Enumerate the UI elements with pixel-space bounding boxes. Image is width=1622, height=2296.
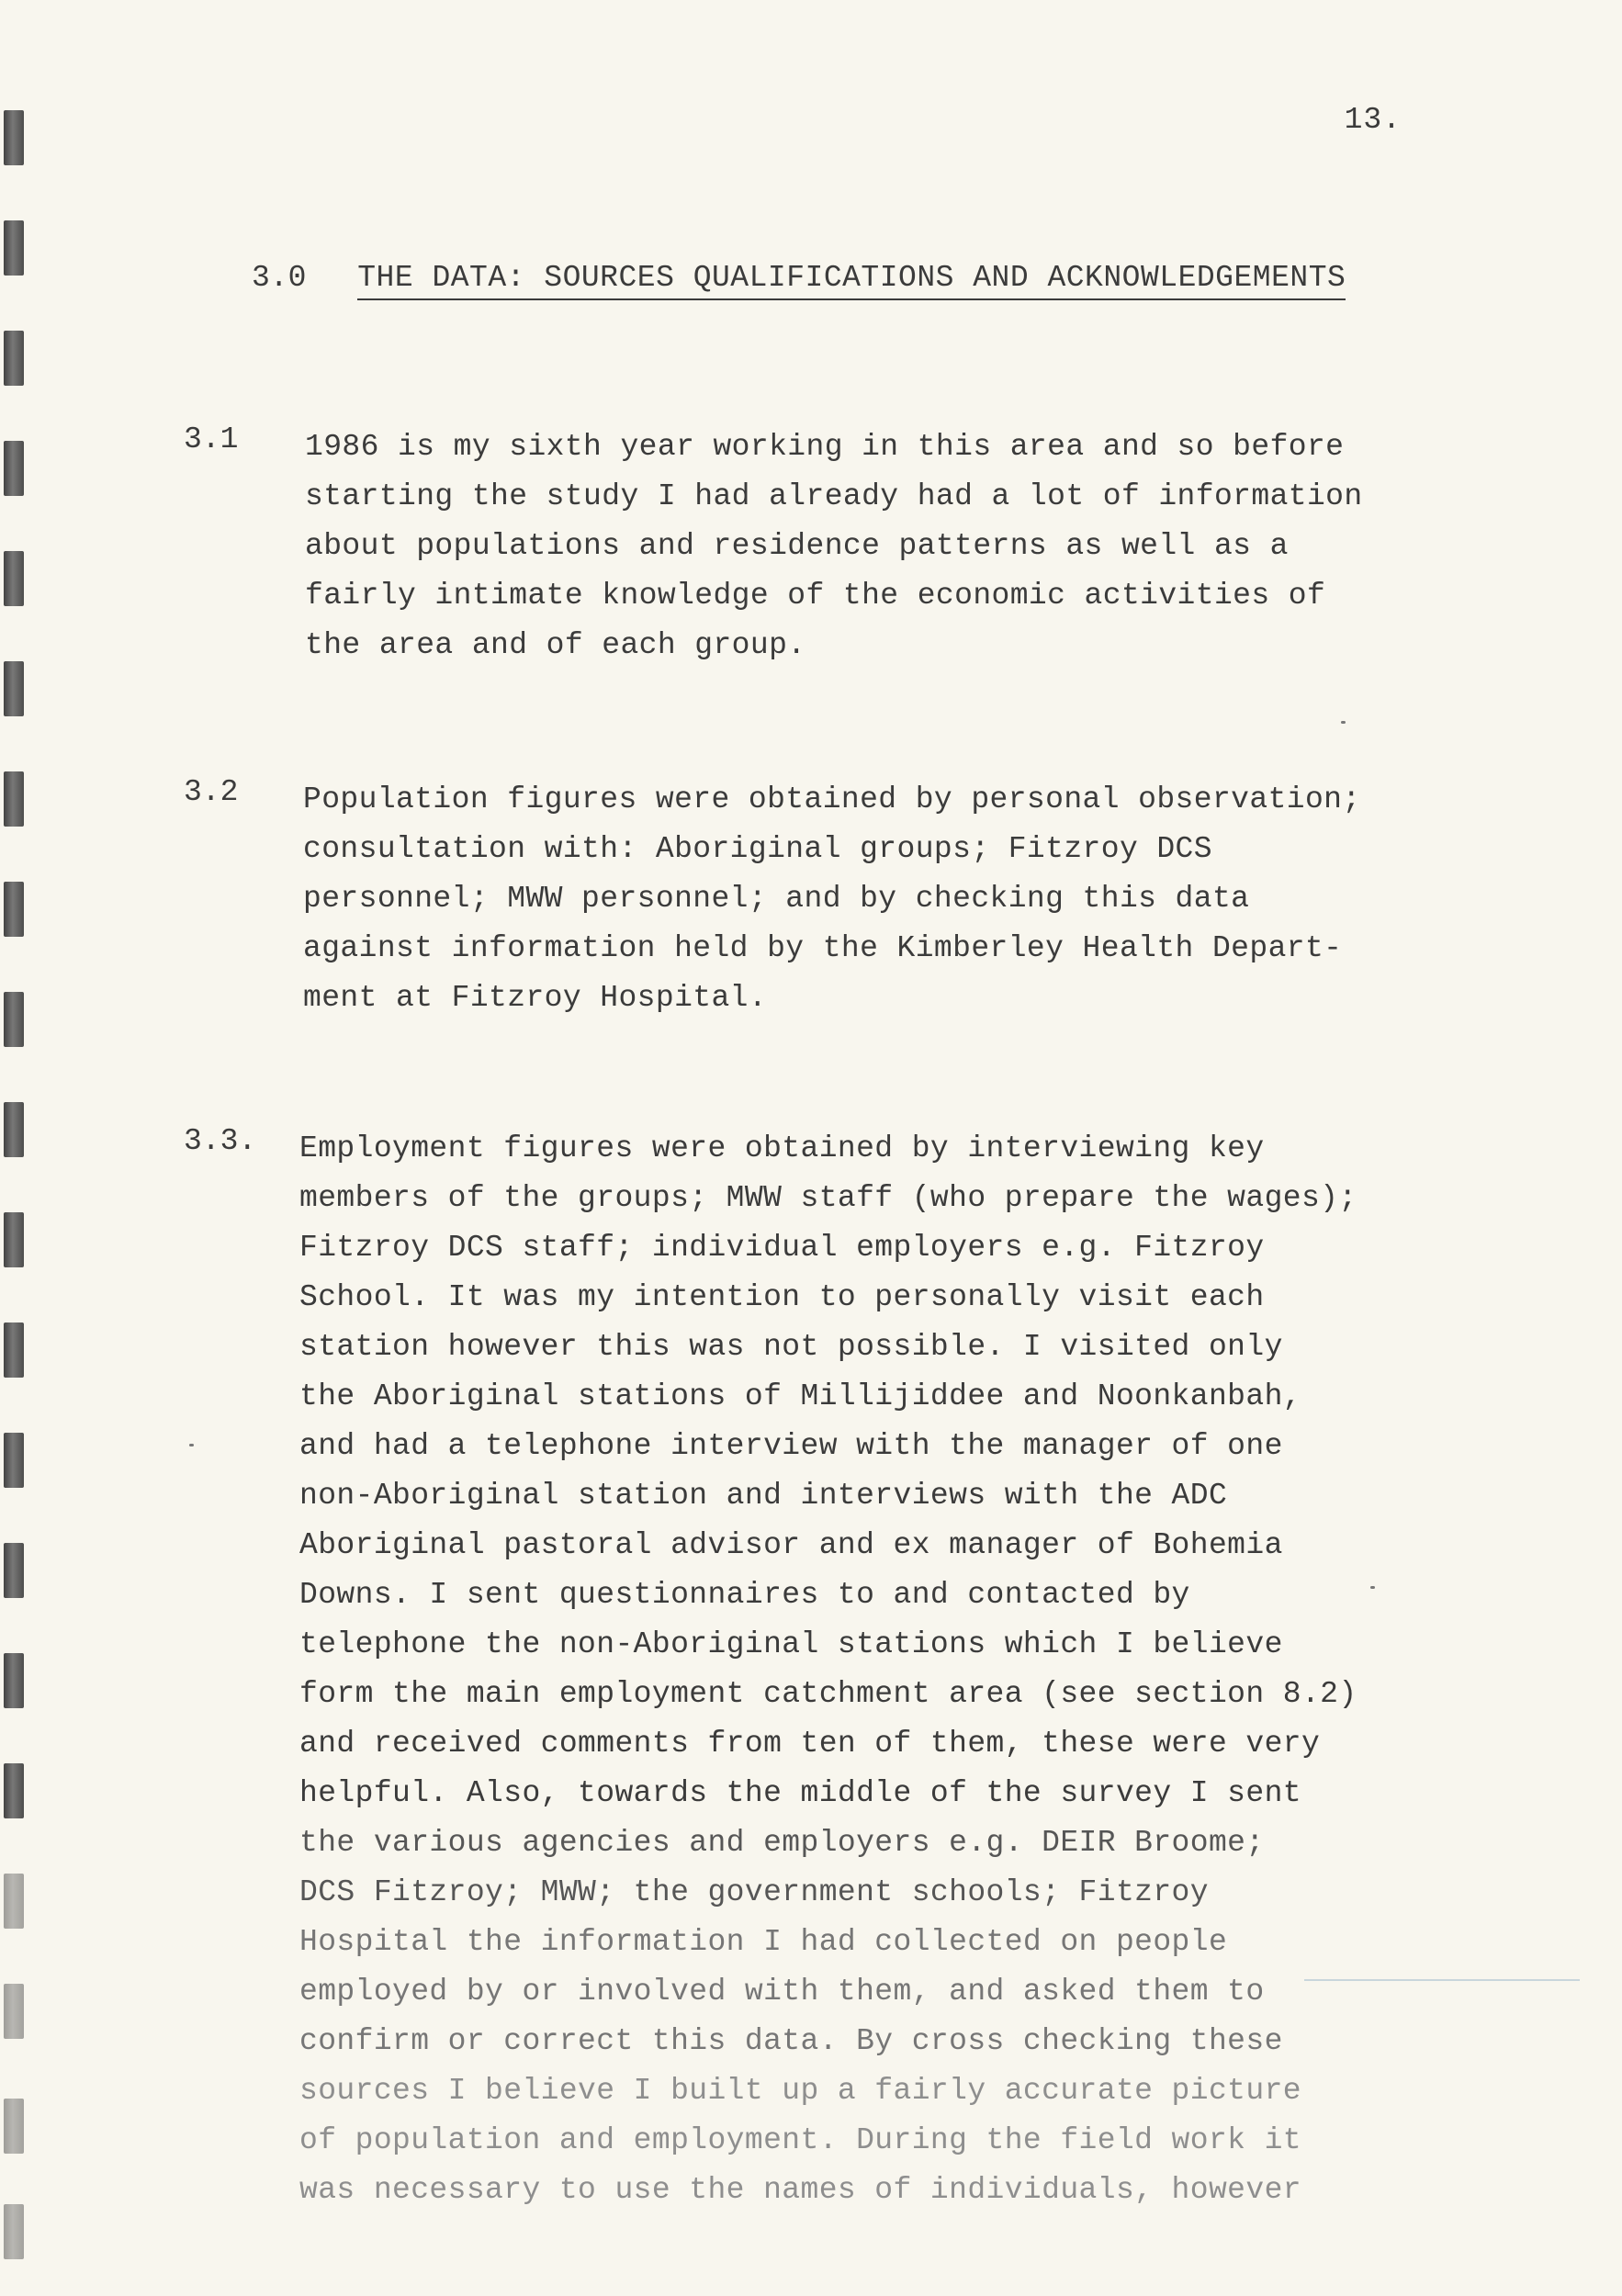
binding-holes xyxy=(0,0,37,2296)
binding-hole xyxy=(4,1653,24,1708)
text-line: the Aboriginal stations of Millijiddee and Noonkanbah, xyxy=(299,1379,1301,1413)
text-line: was necessary to use the names of individuals, however xyxy=(299,2173,1301,2207)
heading-number: 3.0 xyxy=(252,261,307,295)
section-heading xyxy=(252,261,1346,295)
text-line: Fitzroy DCS staff; individual employers e.g. Fitzroy xyxy=(299,1231,1265,1265)
text-line: Employment figures were obtained by interviewing key xyxy=(299,1131,1265,1165)
text-line: 1986 is my sixth year working in this area and so before xyxy=(305,430,1345,464)
text-line: form the main employment catchment area (see section 8.2) xyxy=(299,1677,1357,1711)
text-line: the various agencies and employers e.g. DEIR Broome; xyxy=(299,1826,1265,1860)
text-line: starting the study I had already had a lot of information xyxy=(305,479,1363,513)
paragraph-number: 3.1 xyxy=(184,422,239,456)
text-line: helpful. Also, towards the middle of the survey I sent xyxy=(299,1776,1301,1810)
binding-hole xyxy=(4,220,24,276)
binding-hole xyxy=(4,551,24,606)
binding-hole xyxy=(4,1322,24,1378)
text-line: station however this was not possible. I visited only xyxy=(299,1330,1283,1364)
text-line: Aboriginal pastoral advisor and ex manager of Bohemia xyxy=(299,1528,1283,1562)
binding-hole xyxy=(4,1763,24,1818)
text-line: members of the groups; MWW staff (who prepare the wages); xyxy=(299,1181,1357,1215)
binding-hole xyxy=(4,661,24,716)
binding-hole xyxy=(4,992,24,1047)
binding-hole xyxy=(4,2099,24,2154)
text-line: sources I believe I built up a fairly accurate picture xyxy=(299,2074,1301,2108)
text-line: against information held by the Kimberley Health Depart- xyxy=(303,931,1343,965)
text-line: employed by or involved with them, and asked them to xyxy=(299,1975,1265,2009)
scan-speck xyxy=(189,1444,194,1446)
binding-hole xyxy=(4,1543,24,1598)
binding-hole xyxy=(4,771,24,827)
binding-hole xyxy=(4,1874,24,1929)
binding-hole xyxy=(4,1212,24,1267)
text-line: fairly intimate knowledge of the economic activities of xyxy=(305,579,1326,613)
text-line: School. It was my intention to personally visit each xyxy=(299,1280,1265,1314)
text-line: Hospital the information I had collected on people xyxy=(299,1925,1228,1959)
binding-hole xyxy=(4,110,24,165)
text-line: the area and of each group. xyxy=(305,628,806,662)
text-line: consultation with: Aboriginal groups; Fitzroy DCS xyxy=(303,832,1212,866)
page-number: 13. xyxy=(1344,103,1402,137)
text-line: personnel; MWW personnel; and by checking this data xyxy=(303,882,1250,916)
text-line: and received comments from ten of them, these were very xyxy=(299,1727,1321,1761)
heading-title: THE DATA: SOURCES QUALIFICATIONS AND ACKNOWLEDGEMENTS xyxy=(357,261,1346,300)
binding-hole xyxy=(4,2204,24,2259)
paragraph-number: 3.3. xyxy=(184,1124,257,1158)
pencil-mark xyxy=(1304,1979,1580,1981)
text-line: and had a telephone interview with the manager of one xyxy=(299,1429,1283,1463)
scan-speck xyxy=(1370,1586,1375,1589)
text-line: about populations and residence patterns as well as a xyxy=(305,529,1289,563)
text-line: DCS Fitzroy; MWW; the government schools; Fitzroy xyxy=(299,1875,1209,1909)
binding-hole xyxy=(4,882,24,937)
text-line: confirm or correct this data. By cross checking these xyxy=(299,2024,1283,2058)
text-line: ment at Fitzroy Hospital. xyxy=(303,981,768,1015)
text-line: of population and employment. During the field work it xyxy=(299,2123,1301,2157)
binding-hole xyxy=(4,1102,24,1157)
text-line: non-Aboriginal station and interviews with the ADC xyxy=(299,1479,1228,1513)
binding-hole xyxy=(4,1433,24,1488)
paragraph-number: 3.2 xyxy=(184,775,239,809)
binding-hole xyxy=(4,1984,24,2039)
binding-hole xyxy=(4,441,24,496)
text-line: telephone the non-Aboriginal stations which I believe xyxy=(299,1627,1283,1661)
scan-speck xyxy=(1341,721,1346,724)
text-line: Population figures were obtained by personal observation; xyxy=(303,782,1361,816)
text-line: Downs. I sent questionnaires to and contacted by xyxy=(299,1578,1190,1612)
binding-hole xyxy=(4,331,24,386)
